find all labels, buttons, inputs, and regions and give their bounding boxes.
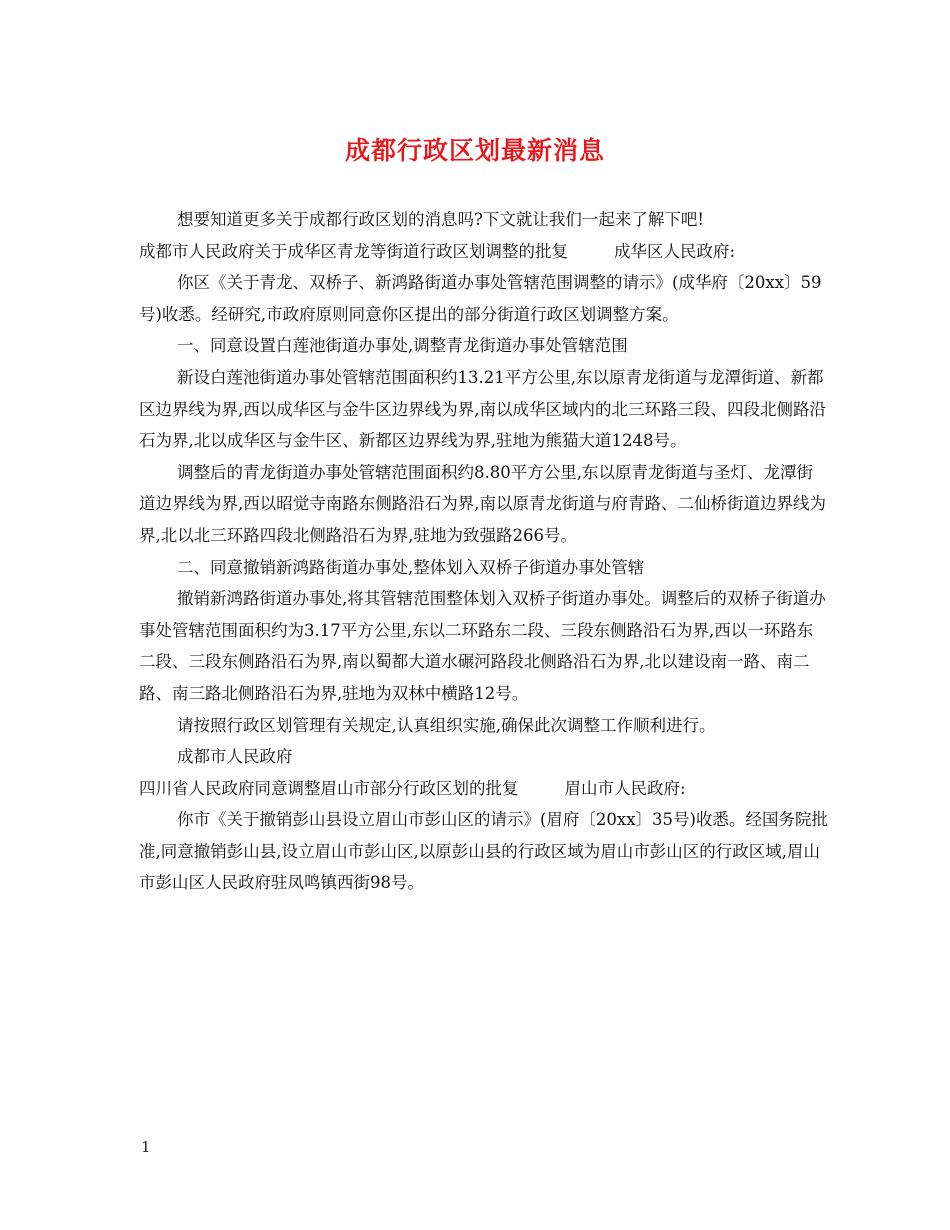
doc2-heading-line [139,773,829,805]
doc1-section-2-heading: 二、同意撤销新鸿路街道办事处,整体划入双桥子街道办事处管辖 [177,557,645,577]
doc2-paragraph-1: 你市《关于撤销彭山县设立眉山市彭山区的请示》(眉府〔20xx〕35号)收悉。经国务院批准,同意撤销彭山县,设立眉山市彭山区,以原彭山县的行政区域为眉山市彭山区的行政区域,眉山市彭山区人民政府驻凤鸣镇西街98号。 [139,810,828,893]
doc1-paragraph-2: 新设白莲池街道办事处管辖范围面积约13.21平方公里,东以原青龙街道与龙潭街道、新都区边界线为界,西以成华区与金牛区边界线为界,南以成华区域内的北三环路三段、四段北侧路沿石为界,北以成华区与金牛区、新都区边界线为界,驻地为熊猫大道1248号。 [139,367,826,451]
doc1-addressee: 成华区人民政府: [614,241,736,261]
doc1-heading: 成都市人民政府关于成华区青龙等街道行政区划调整的批复 [139,241,568,261]
page-number: 1 [141,1138,151,1156]
doc1-paragraph-4: 撤销新鸿路街道办事处,将其管辖范围整体划入双桥子街道办事处。调整后的双桥子街道办事处管辖范围面积约为3.17平方公里,东以二环路东二段、三段东侧路沿石为界,西以一环路东二段、三段东侧路沿石为界,南以蜀都大道水碾河路段北侧路沿石为界,北以建设南一路、南二路、南三路北侧路沿石为界,驻地为双林中横路12号。 [139,589,826,703]
document-body [139,204,829,899]
doc2-heading: 四川省人民政府同意调整眉山市部分行政区划的批复 [139,778,519,798]
intro-paragraph: 想要知道更多关于成都行政区划的消息吗?下文就让我们一起来了解下吧! [177,210,704,229]
document-title: 成都行政区划最新消息 [344,136,605,165]
doc1-heading-line [139,236,829,268]
doc1-paragraph-5: 请按照行政区划管理有关规定,认真组织实施,确保此次调整工作顺利进行。 [177,715,716,735]
doc1-signature: 成都市人民政府 [177,747,293,767]
doc1-section-1-heading: 一、同意设置白莲池街道办事处,调整青龙街道办事处管辖范围 [177,336,628,356]
doc1-paragraph-1: 你区《关于青龙、双桥子、新鸿路街道办事处管辖范围调整的请示》(成华府〔20xx〕59号)收悉。经研究,市政府原则同意你区提出的部分街道行政区划调整方案。 [139,273,822,324]
doc1-paragraph-3: 调整后的青龙街道办事处管辖范围面积约8.80平方公里,东以原青龙街道与圣灯、龙潭街道边界线为界,西以昭觉寺南路东侧路沿石为界,南以原青龙街道与府青路、二仙桥街道边界线为界,北以北三环路四段北侧路沿石为界,驻地为致强路266号。 [139,462,826,545]
doc2-addressee: 眉山市人民政府: [564,778,686,798]
